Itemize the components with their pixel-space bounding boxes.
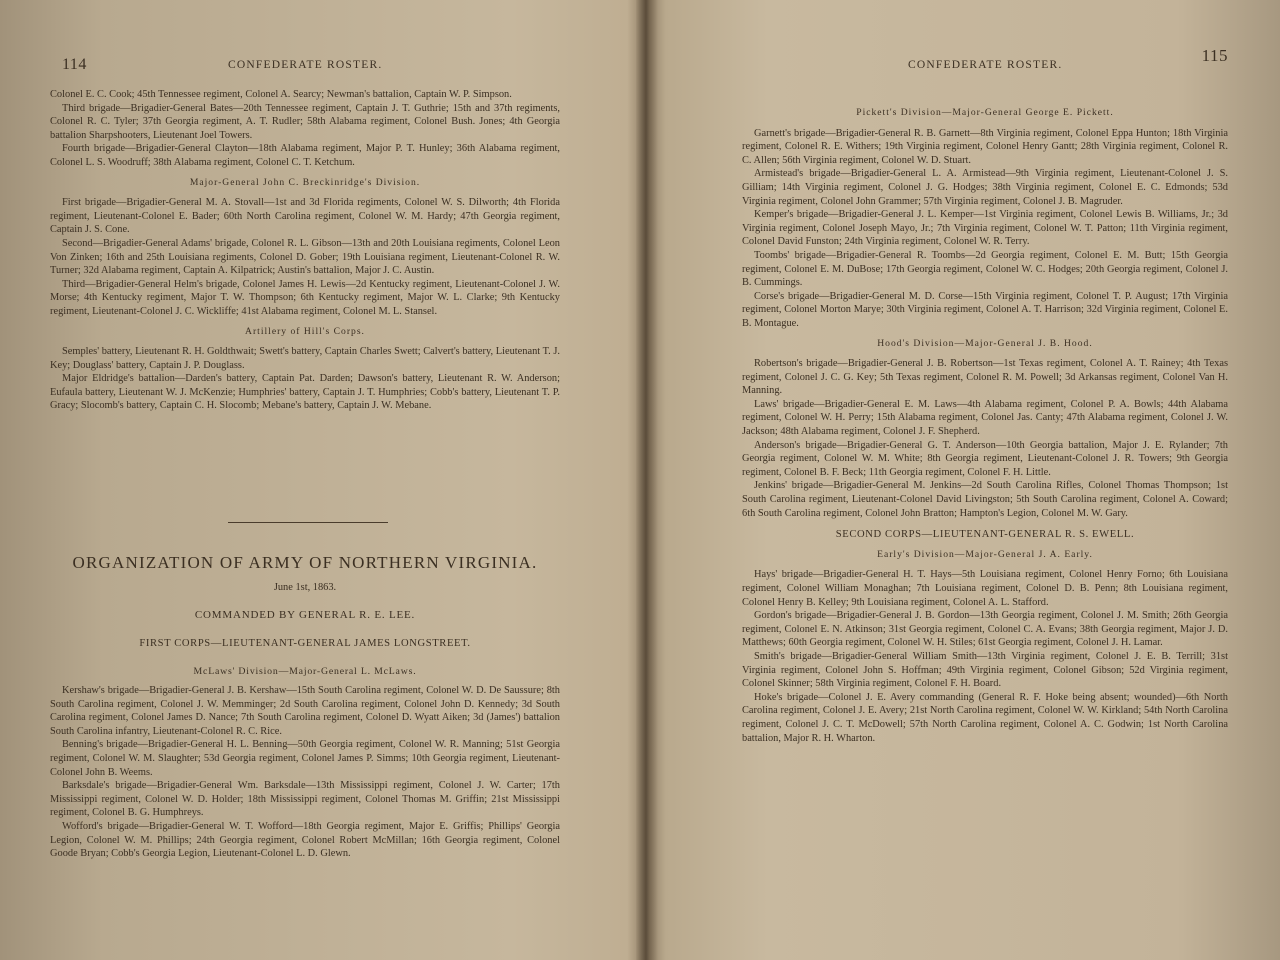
right-running-title: CONFEDERATE ROSTER.	[908, 59, 1063, 71]
corps-heading: FIRST CORPS—LIEUTENANT-GENERAL JAMES LONGSTREET.	[139, 638, 471, 649]
section-divider	[228, 522, 388, 523]
division-heading: Major-General John C. Breckinridge's Division.	[189, 176, 421, 188]
paragraph: Kershaw's brigade—Brigadier-General J. B. Kershaw—15th South Carolina regiment, Colonel W. D. De Saussure; 8th South Carolina regiment, Colonel J. W. Memminger; 2d South Carolina regiment, Colonel John D. Kennedy; 3d South Carolina regiment, Colonel James D. Nance; 7th South Carolina regiment, Colonel D. Wyatt Aiken; 3d (James') battalion South Carolina infantry, Lieutenant-Colonel R. C. Rice.	[50, 685, 560, 737]
right-body-text	[742, 100, 1228, 745]
book-spine-gutter	[636, 0, 658, 960]
paragraph: Major Eldridge's battalion—Darden's battery, Captain Pat. Darden; Dawson's battery, Lieutenant R. W. Anderson; Eufaula battery, Lieutenant W. J. McKenzie; Humphries' battery, Captain J. T. Humphries; Cobb's battery, Lieutenant T. P. Gracy; Slocomb's battery, Captain C. H. Slocomb; Mebane's battery, Captain J. W. Mebane.	[50, 373, 560, 412]
organization-title: ORGANIZATION OF ARMY OF NORTHERN VIRGINIA.	[72, 553, 538, 572]
paragraph: Colonel E. C. Cook; 45th Tennessee regiment, Colonel A. Searcy; Newman's battalion, Captain W. P. Simpson.	[50, 89, 512, 100]
paragraph: Toombs' brigade—Brigadier-General R. Toombs—2d Georgia regiment, Colonel E. M. Butt; 15th Georgia regiment, Colonel E. M. DuBose; 17th Georgia regiment, Colonel W. C. Hodges; 20th Georgia regiment, Colonel J. B. Cummings.	[742, 249, 1228, 289]
corps-heading: SECOND CORPS—LIEUTENANT-GENERAL R. S. EWELL.	[835, 529, 1135, 541]
division-heading: Early's Division—Major-General J. A. Early.	[877, 548, 1093, 560]
left-body-text	[50, 88, 560, 413]
paragraph: Semples' battery, Lieutenant R. H. Goldthwait; Swett's battery, Captain Charles Swett; Calvert's battery, Lieutenant T. J. Key; Douglass' battery, Captain J. P. Douglass.	[50, 346, 560, 371]
paragraph: Laws' brigade—Brigadier-General E. M. Laws—4th Alabama regiment, Colonel P. A. Bowls; 44th Alabama regiment, Colonel W. H. Perry; 15th Alabama regiment, Colonel Jas. Canty; 47th Alabama regiment, Colonel J. W. Jackson; 48th Alabama regiment, Colonel J. F. Shepherd.	[742, 398, 1228, 438]
mclaws-division-text	[50, 684, 560, 861]
right-running-head	[742, 46, 1228, 80]
division-heading: Pickett's Division—Major-General George E. Pickett.	[856, 107, 1114, 118]
paragraph: Benning's brigade—Brigadier-General H. L. Benning—50th Georgia regiment, Colonel W. R. Manning; 51st Georgia regiment, Colonel W. M. Slaughter; 53d Georgia regiment, Colonel James P. Simms; 10th Georgia regiment, Lieutenant-Colonel John B. Weems.	[50, 739, 560, 778]
left-page	[50, 0, 560, 960]
right-page	[742, 0, 1228, 960]
division-heading: McLaws' Division—Major-General L. McLaws.	[193, 666, 417, 677]
paragraph: Third—Brigadier-General Helm's brigade, Colonel James H. Lewis—2d Kentucky regiment, Lieutenant-Colonel J. W. Morse; 4th Kentucky regiment, Major T. W. Thompson; 6th Kentucky regiment, Major W. L. Clarke; 9th Kentucky regiment, Lieutenant-Colonel J. C. Wickliffe; 41st Alabama regiment, Colonel M. L. Stansel.	[50, 278, 560, 317]
paragraph: Hays' brigade—Brigadier-General H. T. Hays—5th Louisiana regiment, Colonel Henry Forno; 6th Louisiana regiment, Colonel William Monaghan; 7th Louisiana regiment, Colonel D. B. Penn; 8th Louisiana regiment, Colonel Henry B. Kelley; 9th Louisiana regiment, Colonel A. L. Stafford.	[742, 569, 1228, 608]
division-heading: Hood's Division—Major-General J. B. Hood.	[877, 337, 1093, 349]
paragraph: Robertson's brigade—Brigadier-General J. B. Robertson—1st Texas regiment, Colonel A. T. Rainey; 4th Texas regiment, Colonel J. C. G. Key; 5th Texas regiment, Colonel R. M. Powell; 3d Arkansas regiment, Colonel Van H. Manning.	[742, 358, 1228, 397]
paragraph: Anderson's brigade—Brigadier-General G. T. Anderson—10th Georgia battalion, Major J. E. Rylander; 7th Georgia regiment, Colonel W. M. White; 8th Georgia regiment, Lieutenant-Colonel J. R. Towers; 9th Georgia regiment, Colonel B. F. Beck; 11th Georgia regiment, Colonel F. H. Little.	[742, 439, 1228, 478]
command-line: COMMANDED BY GENERAL R. E. LEE.	[194, 609, 416, 621]
left-running-head	[50, 56, 560, 80]
paragraph: First brigade—Brigadier-General M. A. Stovall—1st and 3d Florida regiments, Colonel W. S. Dilworth; 4th Florida regiment, Lieutenant-Colonel E. Bader; 60th North Carolina regiment, Colonel W. M. Hardy; 47th Georgia regiment, Captain J. S. Cone.	[50, 197, 560, 236]
paragraph: Jenkins' brigade—Brigadier-General M. Jenkins—2d South Carolina Rifles, Colonel Thomas Thompson; 1st South Carolina regiment, Lieutenant-Colonel David Livingston; 5th South Carolina regiment, Colonel A. Coward; 6th South Carolina regiment, Colonel John Bratton; Hampton's Legion, Colonel M. W. Gary.	[742, 480, 1228, 519]
artillery-heading: Artillery of Hill's Corps.	[245, 325, 365, 337]
paragraph: Corse's brigade—Brigadier-General M. D. Corse—15th Virginia regiment, Colonel T. P. August; 17th Virginia regiment, Colonel Morton Marye; 30th Virginia regiment, Colonel A. T. Harrison; 32d Virginia regiment, Colonel E. B. Montague.	[742, 290, 1228, 329]
organization-date: June 1st, 1863.	[273, 582, 337, 593]
paragraph: Third brigade—Brigadier-General Bates—20th Tennessee regiment, Captain J. T. Guthrie; 15th and 37th regiments, Colonel R. C. Tyler; 37th Georgia regiment, A. T. Rudler; 58th Alabama regiment, Colonel Bush. Jones; 4th Georgia battalion Sharpshooters, Lieutenant Joel Towers.	[50, 102, 560, 141]
paragraph: Kemper's brigade—Brigadier-General J. L. Kemper—1st Virginia regiment, Colonel Lewis B. Williams, Jr.; 3d Virginia regiment, Colonel Joseph Mayo, Jr.; 7th Virginia regiment, Colonel W. T. Patton; 11th Virginia regiment, Colonel David Funston; 24th Virginia regiment, Colonel W. R. Terry.	[742, 209, 1228, 248]
paragraph: Fourth brigade—Brigadier-General Clayton—18th Alabama regiment, Major P. T. Hunley; 36th Alabama regiment, Colonel L. S. Woodruff; 38th Alabama regiment, Colonel C. T. Ketchum.	[50, 143, 560, 168]
paragraph: Gordon's brigade—Brigadier-General J. B. Gordon—13th Georgia regiment, Colonel J. M. Smith; 26th Georgia regiment, Colonel E. N. Atkinson; 31st Georgia regiment, Colonel C. A. Evans; 38th Georgia regiment, Major J. D. Matthews; 60th Georgia regiment, Colonel W. H. Stiles; 61st Georgia regiment, Colonel J. H. Lamar.	[742, 610, 1228, 649]
paragraph: Barksdale's brigade—Brigadier-General Wm. Barksdale—13th Mississippi regiment, Colonel J. W. Carter; 17th Mississippi regiment, Colonel W. D. Holder; 18th Mississippi regiment, Colonel Thomas M. Griffin; 21st Mississippi regiment, Colonel B. G. Humphreys.	[50, 780, 560, 819]
paragraph: Garnett's brigade—Brigadier-General R. B. Garnett—8th Virginia regiment, Colonel Eppa Hunton; 18th Virginia regiment, Colonel R. E. Withers; 19th Virginia regiment, Colonel Henry Gantt; 28th Virginia regiment, Colonel R. C. Allen; 56th Virginia regiment, Colonel W. D. Stuart.	[742, 127, 1228, 166]
left-running-title: CONFEDERATE ROSTER.	[228, 59, 383, 71]
paragraph: Wofford's brigade—Brigadier-General W. T. Wofford—18th Georgia regiment, Major E. Griffis; Phillips' Georgia Legion, Colonel W. M. Phillips; 24th Georgia regiment, Colonel Robert McMillan; 16th Georgia regiment, Colonel Goode Bryan; Cobb's Georgia Legion, Lieutenant-Colonel L. D. Glewn.	[50, 820, 560, 860]
paragraph: Smith's brigade—Brigadier-General William Smith—13th Virginia regiment, Colonel J. E. B. Terrill; 31st Virginia regiment, Colonel John S. Hoffman; 49th Virginia regiment, Colonel Gibson; 52d Virginia regiment, Colonel Skinner; 58th Virginia regiment, Colonel F. H. Board.	[742, 650, 1228, 690]
left-page-number: 114	[62, 56, 87, 73]
paragraph: Second—Brigadier-General Adams' brigade, Colonel R. L. Gibson—13th and 20th Louisiana regiments, Colonel Leon Von Zinken; 16th and 25th Louisiana regiments, Colonel D. Gober; 19th Louisiana regiment, Lieutenant-Colonel R. W. Turner; 32d Alabama regiment, Captain A. Kilpatrick; Austin's battalion, Major J. C. Austin.	[50, 237, 560, 277]
right-page-number: 115	[1201, 46, 1228, 65]
paragraph: Armistead's brigade—Brigadier-General L. A. Armistead—9th Virginia regiment, Lieutenant-Colonel J. S. Gilliam; 14th Virginia regiment, Colonel J. G. Hodges; 38th Virginia regiment, Colonel E. C. Edmonds; 53d Virginia regiment, Colonel John Grammer; 57th Virginia regiment, Colonel J. B. Magruder.	[742, 168, 1228, 207]
paragraph: Hoke's brigade—Colonel J. E. Avery commanding (General R. F. Hoke being absent; wounded)—6th North Carolina regiment, Colonel J. E. Avery; 21st North Carolina regiment, Colonel W. W. Kirkland; 54th North Carolina regiment, Colonel J. C. T. McDowell; 57th North Carolina regiment, Colonel A. C. Godwin; 1st North Carolina battalion, Major R. H. Wharton.	[742, 691, 1228, 744]
